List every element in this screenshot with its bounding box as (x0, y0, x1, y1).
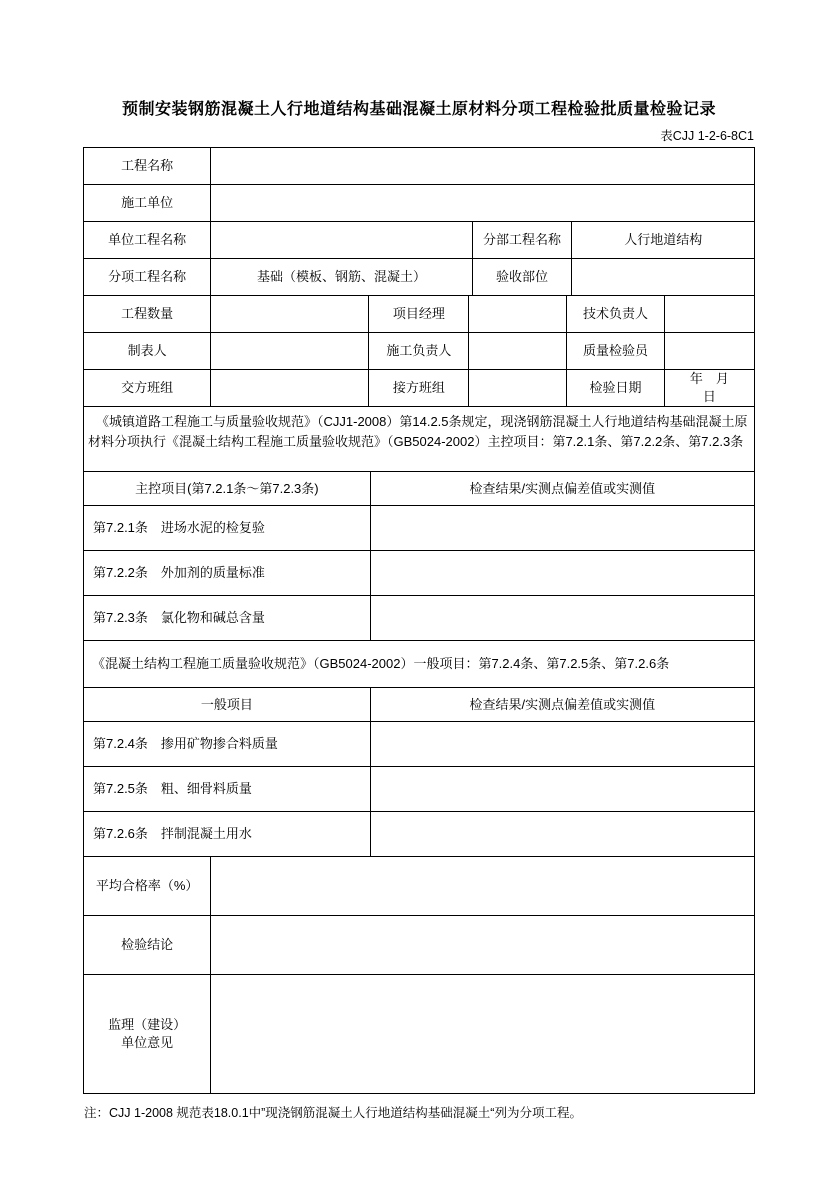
general-item-label: 第7.2.4条 掺用矿物掺合料质量 (84, 722, 371, 766)
subitem-project-value: 基础（模板、钢筋、混凝土） (211, 259, 472, 295)
master-item-row-1 (84, 506, 754, 551)
project-name-value[interactable] (211, 148, 754, 184)
general-header-result: 检查结果/实测点偏差值或实测值 (469, 696, 656, 712)
row-pass-rate (84, 857, 754, 916)
handover-team-value[interactable] (211, 370, 369, 406)
pass-rate-value[interactable] (211, 857, 754, 915)
general-item-result[interactable] (371, 812, 754, 856)
subitem-project-label: 分项工程名称 (84, 259, 211, 295)
construction-director-label: 施工负责人 (369, 333, 469, 369)
technical-director-value[interactable] (665, 296, 754, 332)
handover-team-label: 交方班组 (84, 370, 211, 406)
inspection-record-table (83, 147, 755, 1094)
general-item-row-1 (84, 722, 754, 767)
quality-inspector-label: 质量检验员 (567, 333, 665, 369)
row-subitem-acceptance (84, 259, 754, 296)
division-project-value: 人行地道结构 (624, 232, 703, 248)
construction-unit-label: 施工单位 (84, 185, 211, 221)
master-header-result: 检查结果/实测点偏差值或实测值 (469, 480, 656, 496)
row-general-intro (84, 641, 754, 688)
general-item-row-3 (84, 812, 754, 857)
master-item-result[interactable] (371, 506, 754, 550)
row-construction-unit (84, 185, 754, 222)
inspection-date-line1: 年 月 (689, 371, 729, 387)
acceptance-part-label: 验收部位 (473, 259, 573, 295)
general-section-intro: 《混凝土结构工程施工质量验收规范》（GB5024-2002）一般项目：第7.2.4条、第7.2.5条、第7.2.6条 (92, 656, 670, 672)
row-general-header (84, 688, 754, 722)
construction-director-value[interactable] (469, 333, 567, 369)
supervision-opinion-label (84, 975, 211, 1093)
supervision-opinion-value[interactable] (211, 975, 754, 1093)
master-item-row-3 (84, 596, 754, 641)
row-supervision-opinion (84, 975, 754, 1093)
project-manager-label: 项目经理 (369, 296, 469, 332)
general-item-result[interactable] (371, 767, 754, 811)
technical-director-label: 技术负责人 (567, 296, 665, 332)
row-master-header (84, 472, 754, 506)
master-header-item: 主控项目(第7.2.1条～第7.2.3条) (84, 472, 371, 505)
receiving-team-value[interactable] (469, 370, 567, 406)
division-project-label: 分部工程名称 (473, 222, 573, 258)
master-item-result[interactable] (371, 551, 754, 595)
construction-unit-value[interactable] (211, 185, 754, 221)
general-header-item: 一般项目 (84, 688, 371, 721)
conclusion-value[interactable] (211, 916, 754, 974)
receiving-team-label: 接方班组 (369, 370, 469, 406)
project-name-label: 工程名称 (84, 148, 211, 184)
page-title: 预制安装钢筋混凝土人行地道结构基础混凝土原材料分项工程检验批质量检验记录 (121, 101, 716, 118)
form-code: 表CJJ 1-2-6-8C1 (660, 129, 754, 143)
unit-project-label: 单位工程名称 (84, 222, 211, 258)
row-quantity-manager (84, 296, 754, 333)
general-item-row-2 (84, 767, 754, 812)
row-preparer-inspector (84, 333, 754, 370)
inspection-date-line2: 日 (702, 389, 716, 404)
conclusion-label: 检验结论 (84, 916, 211, 974)
master-item-result[interactable] (371, 596, 754, 640)
master-item-label: 第7.2.2条 外加剂的质量标准 (84, 551, 371, 595)
inspection-date-label: 检验日期 (567, 370, 665, 406)
row-teams-date (84, 370, 754, 407)
master-item-label: 第7.2.1条 进场水泥的检复验 (84, 506, 371, 550)
quantity-value[interactable] (211, 296, 369, 332)
pass-rate-label: 平均合格率（%） (84, 857, 211, 915)
quantity-label: 工程数量 (84, 296, 211, 332)
inspection-date-value[interactable] (665, 370, 754, 406)
footnote: 注：CJJ 1-2008 规范表18.0.1中”现浇钢筋混凝土人行地道结构基础混凝土“列为分项工程。 (84, 1106, 582, 1120)
preparer-value[interactable] (211, 333, 369, 369)
master-item-label: 第7.2.3条 氯化物和碱总含量 (84, 596, 371, 640)
row-unit-division-project (84, 222, 754, 259)
master-item-row-2 (84, 551, 754, 596)
row-conclusion (84, 916, 754, 975)
acceptance-part-value[interactable] (572, 259, 754, 295)
supervision-label-line2: 单位意见 (121, 1035, 174, 1050)
general-item-label: 第7.2.5条 粗、细骨料质量 (84, 767, 371, 811)
row-master-intro (84, 407, 754, 472)
supervision-label-line1: 监理（建设） (108, 1017, 187, 1033)
master-section-intro: 《城镇道路工程施工与质量验收规范》（CJJ1-2008）第14.2.5条规定，现浇钢筋混凝土人行地道结构基础混凝土原材料分项执行《混凝土结构工程施工质量验收规范》（GB5024-2002）主控项目：第7.2.1条、第7.2.2条、第7.2.3条 (88, 414, 748, 449)
quality-inspector-value[interactable] (665, 333, 754, 369)
project-manager-value[interactable] (469, 296, 567, 332)
preparer-label: 制表人 (84, 333, 211, 369)
row-project-name (84, 148, 754, 185)
unit-project-value[interactable] (211, 222, 472, 258)
general-item-result[interactable] (371, 722, 754, 766)
general-item-label: 第7.2.6条 拌制混凝土用水 (84, 812, 371, 856)
